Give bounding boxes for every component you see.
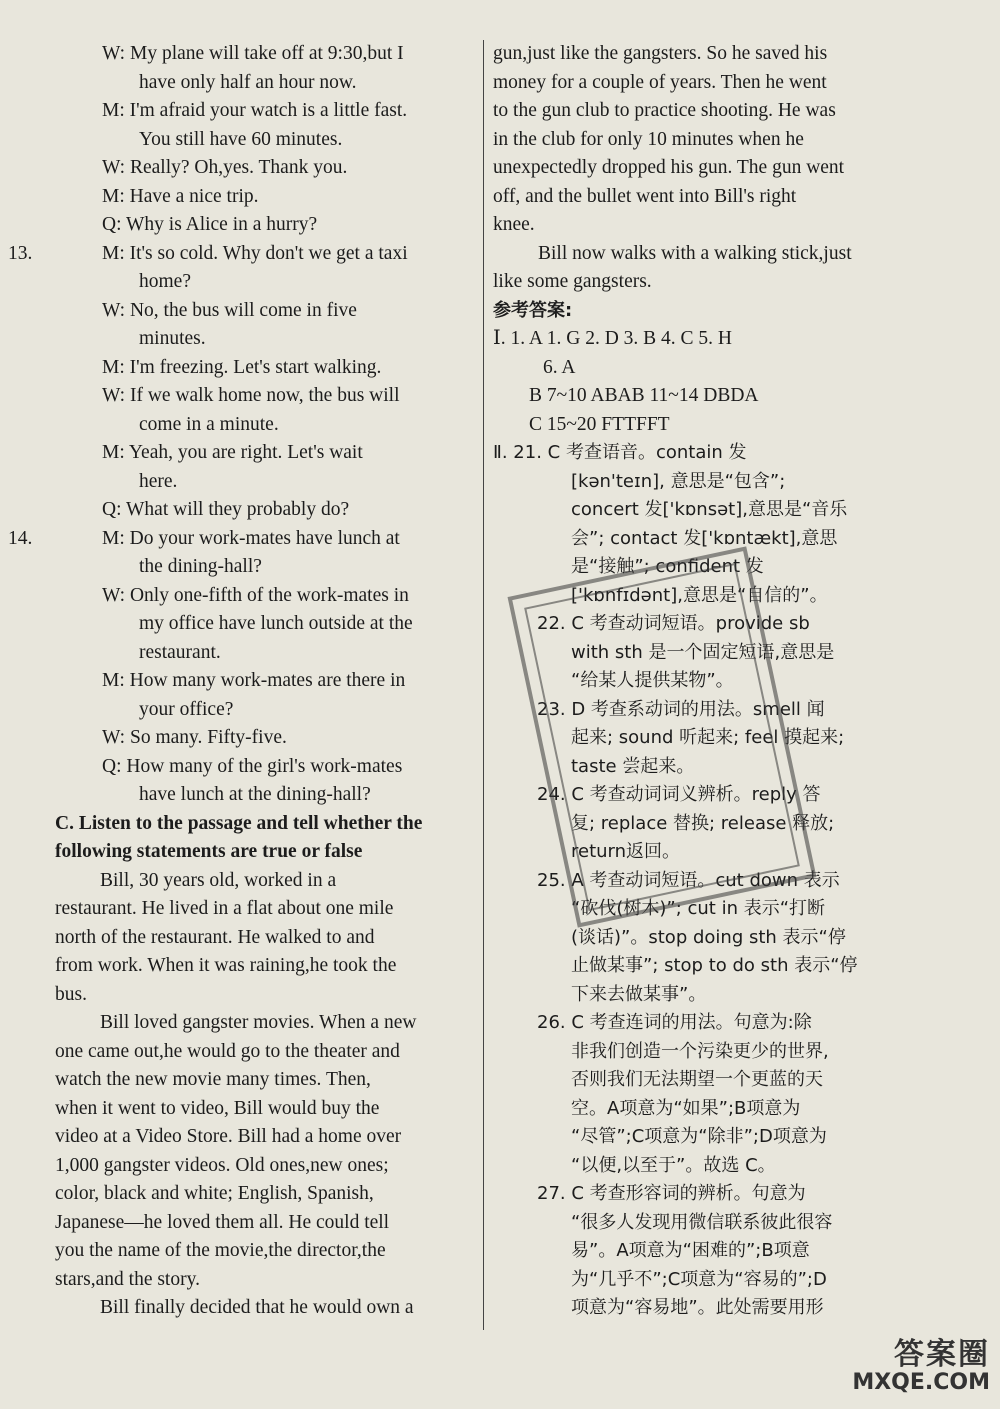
answer-key-heading: 参考答案: bbox=[493, 299, 573, 321]
passage-line: like some gangsters. bbox=[493, 271, 652, 292]
left-column bbox=[8, 40, 473, 1323]
passage-line: Bill now walks with a walking stick,just bbox=[538, 242, 852, 264]
passage-line: stars,and the story. bbox=[55, 1268, 200, 1290]
answer-explanation: 为“几乎不”;C项意为“容易的”;D bbox=[571, 1268, 827, 1290]
dialog-line: 13. M: It's so cold. Why don't we get a taxi bbox=[55, 240, 473, 269]
dialog-line: 14. M: Do your work-mates have lunch at bbox=[55, 525, 473, 554]
answer-explanation: 非我们创造一个污染更少的世界, bbox=[571, 1040, 829, 1062]
passage-line: off, and the bullet went into Bill's right bbox=[493, 185, 797, 207]
answer-explanation: 复; replace 替换; release 释放; bbox=[571, 812, 835, 834]
dialog-line: the dining-hall? bbox=[139, 556, 262, 577]
answer-explanation: return返回。 bbox=[571, 841, 681, 862]
passage-line: gun,just like the gangsters. So he saved his bbox=[493, 43, 828, 64]
dialog-line: have only half an hour now. bbox=[139, 71, 357, 93]
answer-explanation: 易”。A项意为“困难的”;B项意 bbox=[571, 1240, 810, 1261]
dialog-line: W: No, the bus will come in five bbox=[102, 299, 357, 321]
passage-line: Bill finally decided that he would own a bbox=[100, 1297, 414, 1318]
answer-explanation: 空。A项意为“如果”;B项意为 bbox=[571, 1097, 801, 1119]
passage-line: from work. When it was raining,he took the bbox=[55, 955, 397, 976]
dialog-line: M: I'm afraid your watch is a little fast. bbox=[102, 100, 408, 121]
answer-explanation: “给某人提供某物”。 bbox=[571, 670, 734, 691]
answer-explanation: 22. C 考查动词短语。provide sb bbox=[537, 613, 810, 634]
passage-line: in the club for only 10 minutes when he bbox=[493, 128, 804, 150]
answer-explanation: Ⅱ. 21. C 考查语音。contain 发 bbox=[493, 442, 747, 463]
dialog-line: my office have lunch outside at the bbox=[139, 613, 413, 634]
answer-explanation: 25. A 考查动词短语。cut down 表示 bbox=[537, 869, 840, 891]
answer-explanation: 26. C 考查连词的用法。句意为:除 bbox=[537, 1012, 812, 1033]
question-line: Q: Why is Alice in a hurry? bbox=[102, 214, 318, 235]
dialog-line: come in a minute. bbox=[139, 413, 279, 435]
answer-explanation: with sth 是一个固定短语,意思是 bbox=[571, 641, 835, 663]
site-watermark bbox=[840, 1339, 990, 1399]
passage-line: one came out,he would go to the theater and bbox=[55, 1040, 400, 1062]
answer-explanation: “尽管”;C项意为“除非”;D项意为 bbox=[571, 1126, 827, 1147]
passage-line: unexpectedly dropped his gun. The gun went bbox=[493, 157, 845, 178]
answer-explanation: 会”; contact 发['kɒntækt],意思 bbox=[571, 527, 838, 549]
dialog-line: M: Yeah, you are right. Let's wait bbox=[102, 442, 363, 463]
answer-explanation: 27. C 考查形容词的辨析。句意为 bbox=[537, 1183, 806, 1204]
passage-line: Japanese—he loved them all. He could tell bbox=[55, 1211, 390, 1233]
watermark-domain: MXQE.COM bbox=[852, 1370, 990, 1395]
passage-line: to the gun club to practice shooting. He was bbox=[493, 100, 836, 121]
item-number: 13. bbox=[8, 242, 33, 264]
passage-line: color, black and white; English, Spanish, bbox=[55, 1183, 374, 1204]
section-heading: following statements are true or false bbox=[55, 841, 363, 862]
item-number: 14. bbox=[8, 527, 33, 549]
dialog-line: restaurant. bbox=[139, 641, 221, 663]
answer-explanation: 项意为“容易地”。此处需要用形 bbox=[571, 1297, 824, 1318]
answer-explanation: concert 发['kɒnsət],意思是“音乐 bbox=[571, 499, 848, 520]
section-heading: C. Listen to the passage and tell whether the bbox=[55, 812, 423, 834]
passage-line: Bill loved gangster movies. When a new bbox=[100, 1012, 417, 1033]
watermark-logo-text: 答案圈 bbox=[894, 1337, 990, 1372]
question-line: Q: How many of the girl's work-mates bbox=[102, 755, 403, 777]
dialog-line: You still have 60 minutes. bbox=[139, 128, 343, 150]
passage-line: watch the new movie many times. Then, bbox=[55, 1069, 371, 1090]
dialog-line: M: I'm freezing. Let's start walking. bbox=[102, 356, 382, 378]
passage-line: you the name of the movie,the director,the bbox=[55, 1240, 386, 1261]
dialog-line: M: How many work-mates are there in bbox=[102, 670, 406, 691]
answer-line: B 7~10 ABAB 11~14 DBDA bbox=[529, 385, 759, 406]
dialog-line: W: So many. Fifty-five. bbox=[102, 727, 287, 748]
dialog-line: your office? bbox=[139, 698, 234, 720]
dialog-line: M: Have a nice trip. bbox=[102, 185, 259, 207]
answer-explanation: ['kɒnfɪdənt],意思是“自信的”。 bbox=[571, 584, 828, 606]
answer-explanation: 是“接触”; confident 发 bbox=[571, 556, 764, 577]
answer-explanation: 止做某事”; stop to do sth 表示“停 bbox=[571, 955, 858, 976]
answer-explanation: 下来去做某事”。 bbox=[571, 983, 707, 1005]
dialog-line: here. bbox=[139, 470, 178, 492]
answer-explanation: 否则我们无法期望一个更蓝的天 bbox=[571, 1069, 823, 1090]
passage-line: restaurant. He lived in a flat about one mile bbox=[55, 898, 394, 919]
answer-explanation: 23. D 考查系动词的用法。smell 闻 bbox=[537, 698, 825, 720]
passage-line: 1,000 gangster videos. Old ones,new ones; bbox=[55, 1154, 389, 1176]
answer-explanation: “很多人发现用微信联系彼此很容 bbox=[571, 1211, 833, 1233]
dialog-line: W: Only one-fifth of the work-mates in bbox=[102, 584, 409, 606]
answer-line: Ⅰ. 1. A 1. G 2. D 3. B 4. C 5. H bbox=[493, 328, 733, 349]
passage-line: video at a Video Store. Bill had a home over bbox=[55, 1126, 402, 1147]
passage-line: Bill, 30 years old, worked in a bbox=[100, 869, 337, 891]
answer-explanation: taste 尝起来。 bbox=[571, 755, 695, 777]
answer-explanation: 起来; sound 听起来; feel 摸起来; bbox=[571, 727, 845, 748]
answer-explanation: “砍伐(树木)”; cut in 表示“打断 bbox=[571, 898, 826, 919]
question-line: Q: What will they probably do? bbox=[102, 499, 350, 520]
answer-line: C 15~20 FTTFFT bbox=[529, 413, 670, 435]
answer-line: 6. A bbox=[543, 356, 576, 378]
passage-line: money for a couple of years. Then he went bbox=[493, 71, 827, 93]
dialog-line: W: Really? Oh,yes. Thank you. bbox=[102, 157, 348, 178]
passage-line: bus. bbox=[55, 983, 87, 1005]
column-divider bbox=[483, 40, 484, 1330]
dialog-line: home? bbox=[139, 271, 191, 292]
dialog-line: W: My plane will take off at 9:30,but I bbox=[102, 43, 404, 64]
answer-explanation: “以便,以至于”。故选 C。 bbox=[571, 1154, 776, 1176]
answer-explanation: 24. C 考查动词词义辨析。reply 答 bbox=[537, 784, 821, 805]
answer-explanation: (谈话)”。stop doing sth 表示“停 bbox=[571, 926, 846, 948]
dialog-line: W: If we walk home now, the bus will bbox=[102, 385, 400, 406]
dialog-line: minutes. bbox=[139, 328, 206, 349]
passage-line: north of the restaurant. He walked to and bbox=[55, 926, 375, 948]
passage-line: knee. bbox=[493, 214, 535, 235]
answer-explanation: [kən'teɪn], 意思是“包含”; bbox=[571, 470, 786, 492]
question-line: have lunch at the dining-hall? bbox=[139, 784, 371, 805]
passage-line: when it went to video, Bill would buy the bbox=[55, 1097, 380, 1119]
